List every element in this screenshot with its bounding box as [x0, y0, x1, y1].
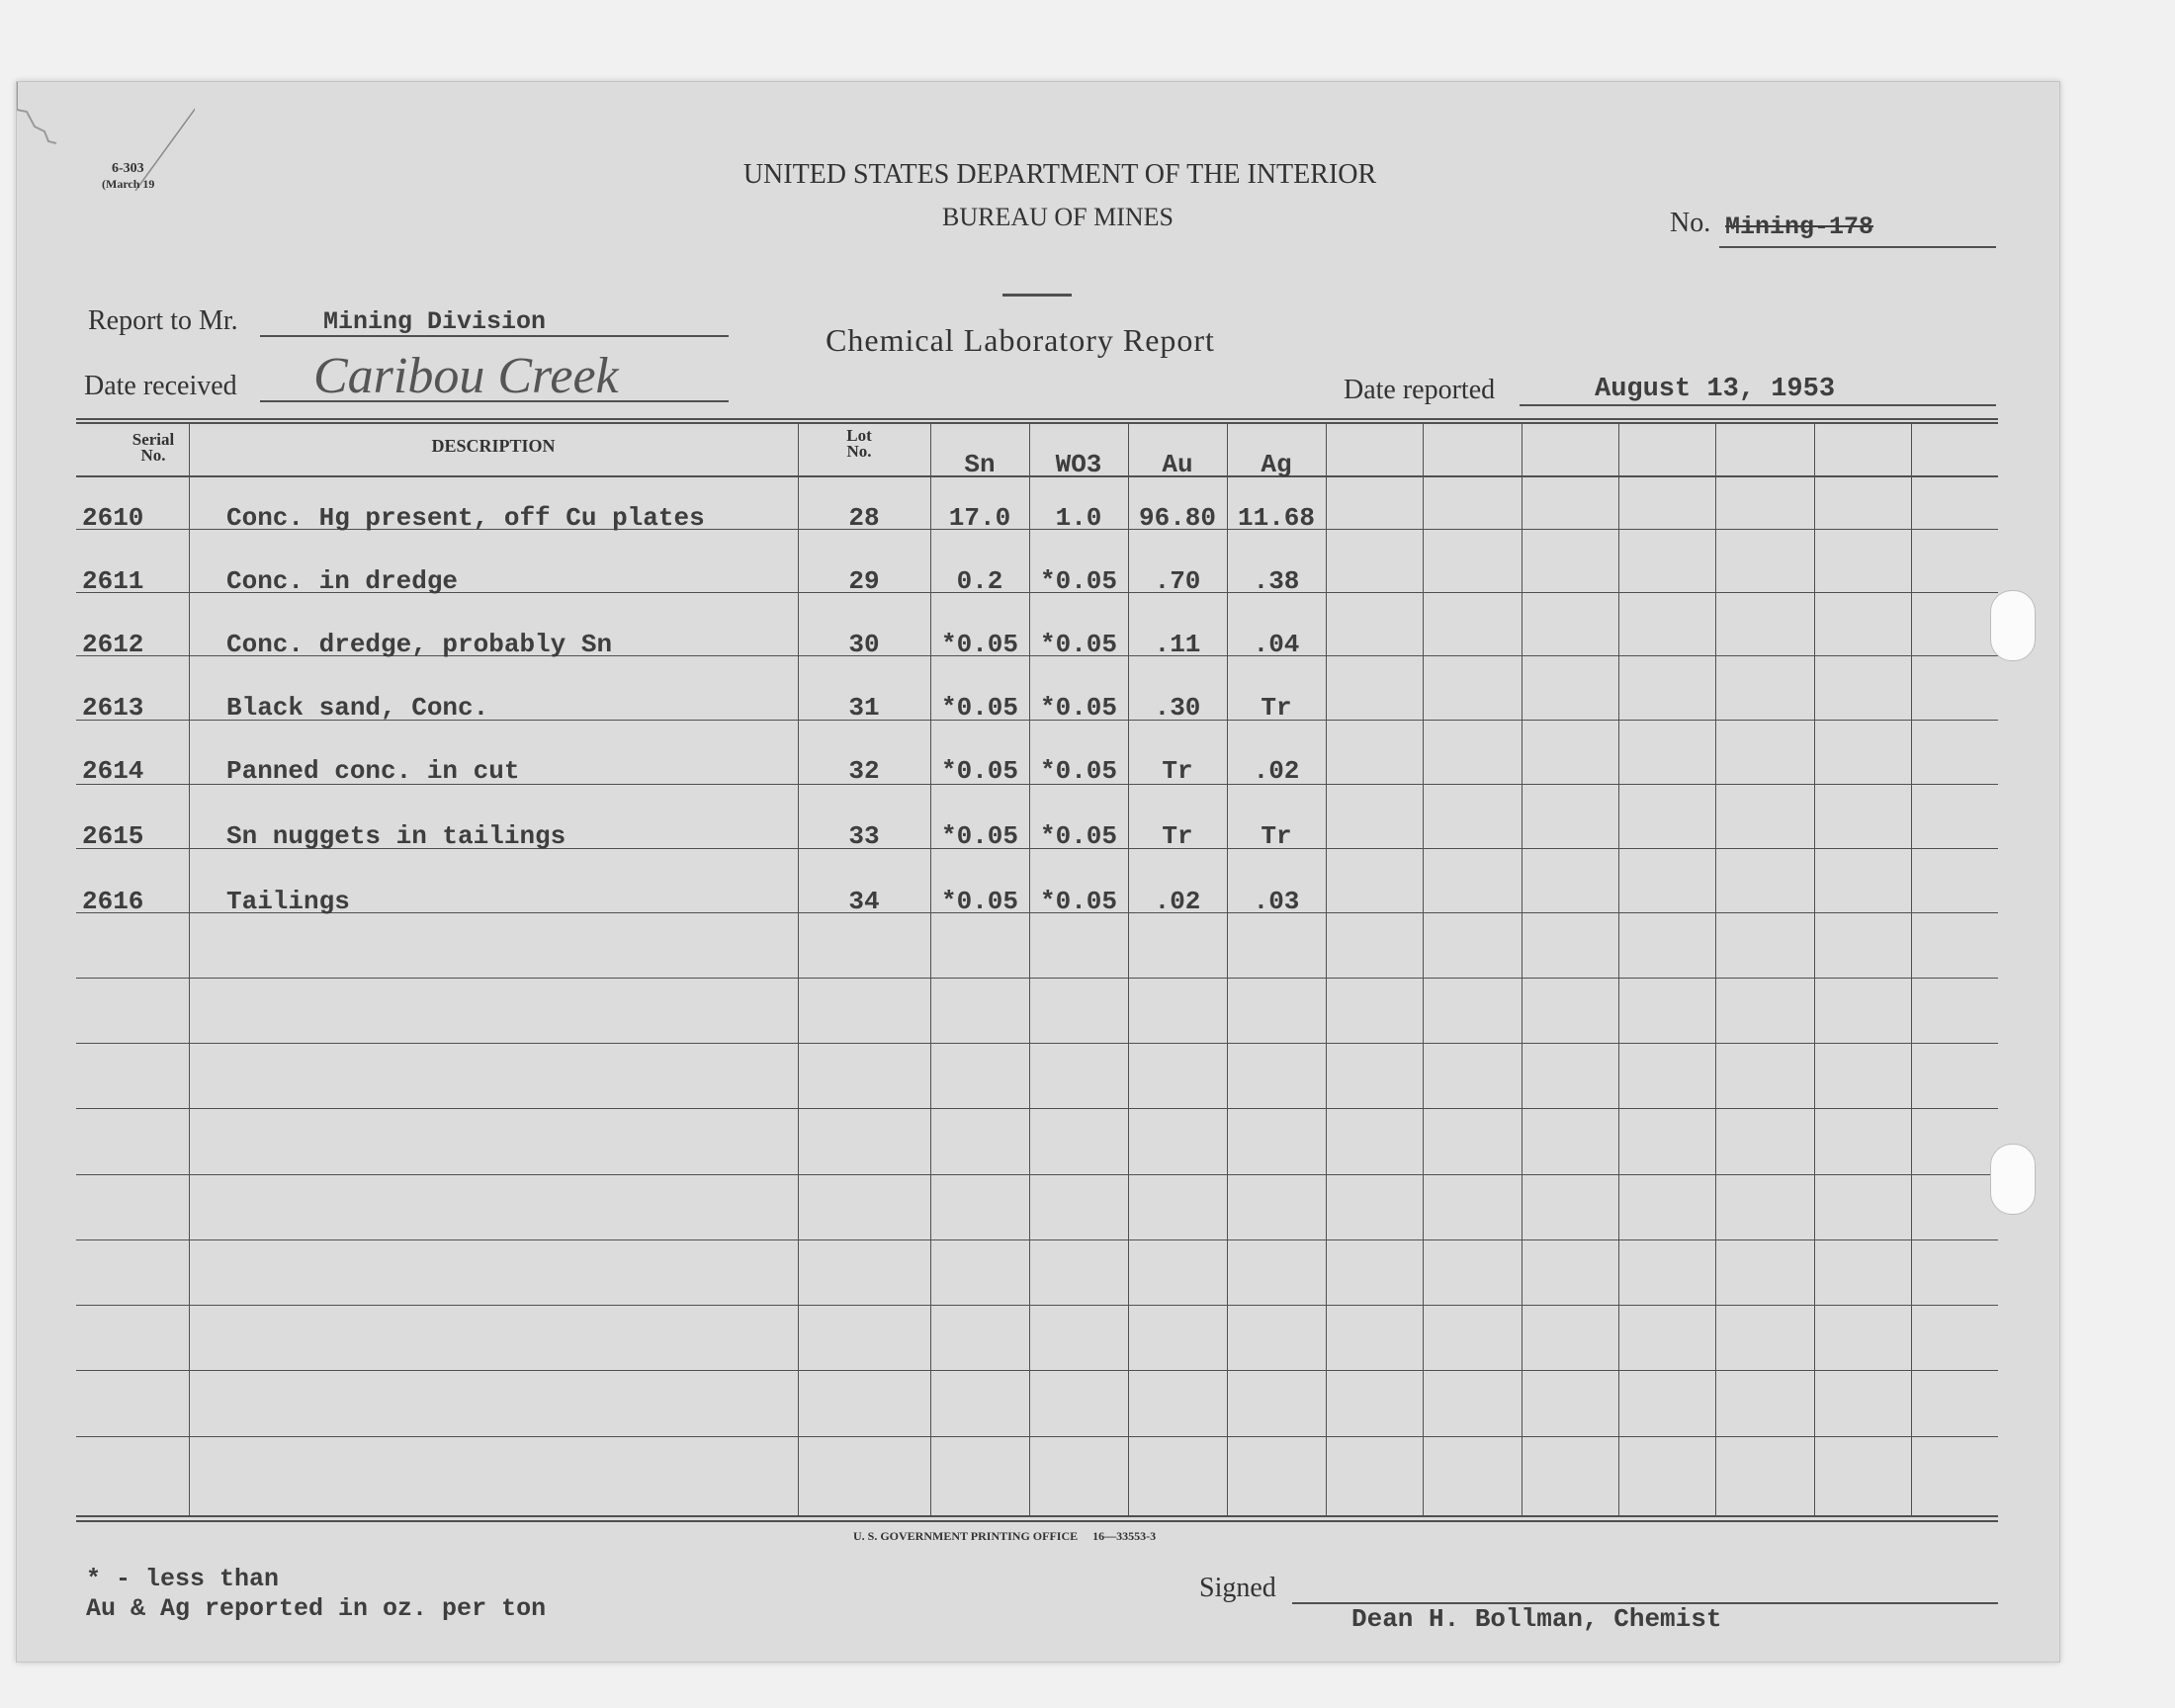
row-rule [76, 1436, 1998, 1437]
cell-sn: *0.05 [940, 630, 1018, 659]
cell-lot: 29 [848, 566, 880, 596]
date-reported-label: Date reported [1344, 375, 1496, 405]
header-ag: Ag [1261, 450, 1292, 479]
table-bottom-rule [76, 1515, 1998, 1517]
column-rule [1814, 422, 1815, 1515]
cell-ag: .04 [1253, 630, 1300, 659]
header-sn: Sn [964, 450, 996, 479]
cell-au: Tr [1162, 821, 1193, 851]
header-description: DESCRIPTION [431, 436, 556, 456]
date-received-value: Caribou Creek [313, 348, 619, 404]
cell-au: Tr [1162, 756, 1193, 786]
cell-serial: 2612 [82, 630, 144, 659]
row-rule [76, 1174, 1998, 1175]
report-title: Chemical Laboratory Report [826, 322, 1215, 358]
cell-lot: 30 [848, 630, 880, 659]
cell-au: 96.80 [1138, 503, 1216, 533]
cell-ag: .03 [1253, 887, 1300, 916]
column-rule [1326, 422, 1327, 1515]
row-rule [76, 978, 1998, 979]
cell-description: Tailings [226, 887, 350, 916]
punch-hole [1990, 590, 2036, 661]
table-bottom-rule [76, 1520, 1998, 1522]
cell-serial: 2614 [82, 756, 144, 786]
cell-serial: 2615 [82, 821, 144, 851]
cell-ag: .02 [1253, 756, 1300, 786]
cell-ag: Tr [1261, 693, 1292, 723]
cell-description: Panned conc. in cut [226, 756, 520, 786]
cell-sn: *0.05 [940, 821, 1018, 851]
report-to-label: Report to Mr. [88, 305, 238, 336]
cell-serial: 2610 [82, 503, 144, 533]
cell-lot: 31 [848, 693, 880, 723]
cell-au: .11 [1154, 630, 1201, 659]
report-number-line [1719, 246, 1996, 248]
cell-wo3: *0.05 [1039, 693, 1117, 723]
column-rule [1715, 422, 1716, 1515]
cell-description: Conc. in dredge [226, 566, 459, 596]
title-rule [1002, 294, 1072, 297]
printer-credit: U. S. GOVERNMENT PRINTING OFFICE 16—33553-3 [853, 1529, 1157, 1543]
cell-description: Conc. dredge, probably Sn [226, 630, 613, 659]
cell-lot: 32 [848, 756, 880, 786]
table-top-rule [76, 422, 1998, 424]
row-rule [76, 1239, 1998, 1240]
cell-sn: 17.0 [948, 503, 1011, 533]
cell-description: Sn nuggets in tailings [226, 821, 566, 851]
header-serial: Serial No. [131, 430, 175, 465]
header-wo3: WO3 [1055, 450, 1102, 479]
signed-value: Dean H. Bollman, Chemist [1351, 1604, 1722, 1634]
row-rule [76, 1108, 1998, 1109]
report-form [16, 81, 2060, 1663]
cell-wo3: *0.05 [1039, 887, 1117, 916]
cell-description: Black sand, Conc. [226, 693, 489, 723]
report-to-value: Mining Division [323, 307, 547, 336]
bureau-title: BUREAU OF MINES [941, 203, 1174, 231]
cell-sn: *0.05 [940, 756, 1018, 786]
table-top-rule [76, 418, 1998, 420]
cell-au: .30 [1154, 693, 1201, 723]
cell-lot: 28 [848, 503, 880, 533]
cell-serial: 2611 [82, 566, 144, 596]
cell-lot: 33 [848, 821, 880, 851]
report-number-label: No. [1670, 208, 1711, 238]
cell-au: .02 [1154, 887, 1201, 916]
cell-ag: 11.68 [1237, 503, 1315, 533]
cell-serial: 2613 [82, 693, 144, 723]
cell-sn: 0.2 [956, 566, 1003, 596]
cell-ag: .38 [1253, 566, 1300, 596]
footnote-less-than: * - less than [86, 1565, 280, 1593]
cell-wo3: *0.05 [1039, 566, 1117, 596]
cell-wo3: 1.0 [1055, 503, 1102, 533]
cell-au: .70 [1154, 566, 1201, 596]
row-rule [76, 1305, 1998, 1306]
cell-sn: *0.05 [940, 887, 1018, 916]
cell-wo3: *0.05 [1039, 630, 1117, 659]
report-number-value: Mining-178 [1725, 213, 1874, 241]
punch-hole [1990, 1144, 2036, 1215]
cell-description: Conc. Hg present, off Cu plates [226, 503, 705, 533]
column-rule [798, 422, 799, 1515]
column-rule [1423, 422, 1424, 1515]
cell-lot: 34 [848, 887, 880, 916]
agency-title: UNITED STATES DEPARTMENT OF THE INTERIOR [742, 159, 1377, 190]
date-reported-value: August 13, 1953 [1595, 375, 1836, 404]
date-reported-line [1520, 404, 1996, 406]
signed-label: Signed [1199, 1573, 1276, 1603]
cell-wo3: *0.05 [1039, 756, 1117, 786]
cell-wo3: *0.05 [1039, 821, 1117, 851]
column-rule [1618, 422, 1619, 1515]
cell-sn: *0.05 [940, 693, 1018, 723]
cell-serial: 2616 [82, 887, 144, 916]
form-edition: (March 19 [102, 177, 155, 191]
row-rule [76, 1370, 1998, 1371]
form-number: 6-303 [112, 161, 144, 176]
footnote-units: Au & Ag reported in oz. per ton [86, 1594, 547, 1623]
column-rule [1911, 422, 1912, 1515]
header-lot: Lot No. [846, 426, 872, 461]
header-au: Au [1162, 450, 1193, 479]
cell-ag: Tr [1261, 821, 1292, 851]
date-received-label: Date received [84, 371, 237, 401]
column-rule [189, 422, 190, 1515]
row-rule [76, 1043, 1998, 1044]
